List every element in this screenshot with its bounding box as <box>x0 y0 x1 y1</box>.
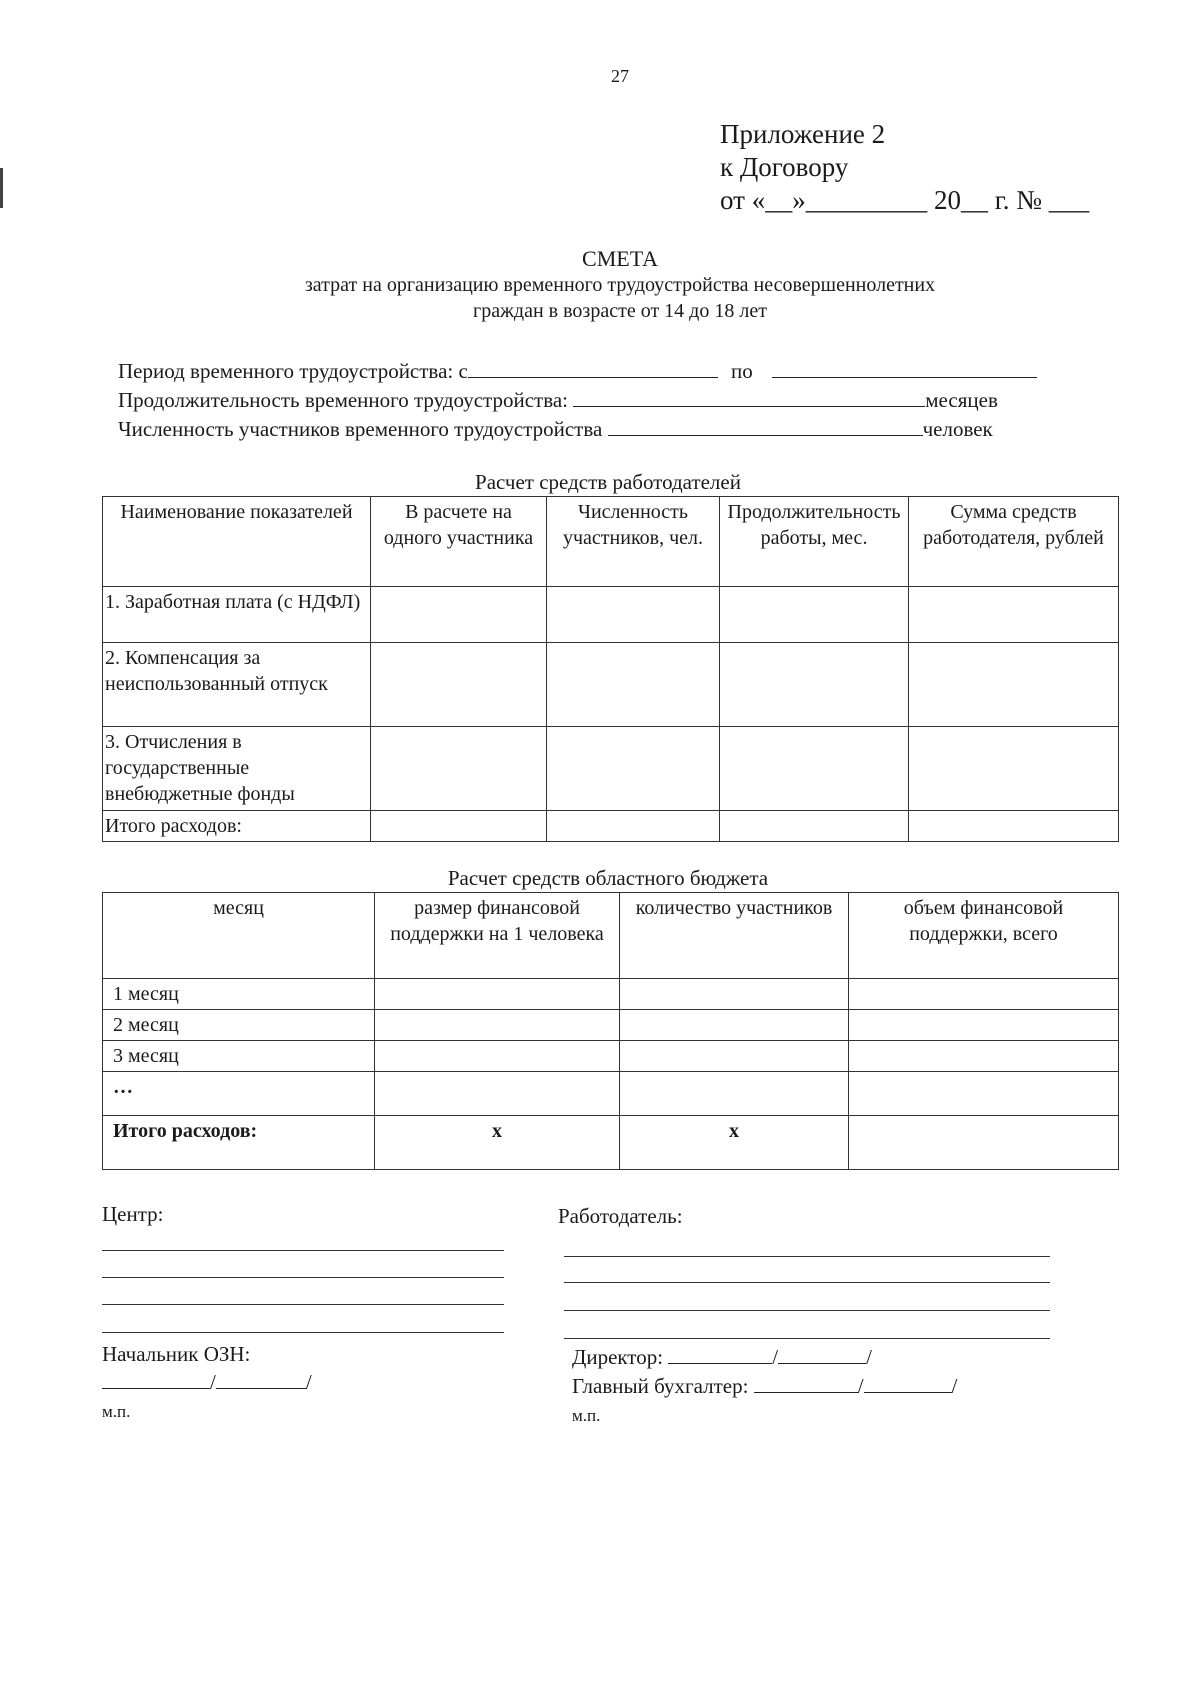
table-cell[interactable] <box>909 811 1119 842</box>
table-cell[interactable] <box>375 1072 620 1116</box>
table-cell[interactable] <box>375 1041 620 1072</box>
table-row <box>103 727 1119 811</box>
row-label: 1. Заработная плата (с НДФЛ) <box>103 587 371 643</box>
signature-field[interactable] <box>668 1343 772 1364</box>
row-label: 3. Отчисления в государственные внебюджетные фонды <box>103 727 371 811</box>
slash-separator: / <box>866 1345 872 1369</box>
count-field[interactable] <box>608 415 923 436</box>
employer-signature-line[interactable] <box>564 1282 1050 1283</box>
period-row <box>118 357 1088 386</box>
name-field[interactable] <box>778 1343 866 1364</box>
row-label-total: Итого расходов: <box>103 1116 375 1170</box>
table-row <box>103 1041 1119 1072</box>
signature-field[interactable] <box>102 1368 210 1389</box>
period-from-field[interactable] <box>468 357 718 378</box>
slash-separator: / <box>951 1374 958 1398</box>
stamp-placeholder-employer: м.п. <box>572 1406 601 1425</box>
slash-separator: / <box>210 1370 216 1394</box>
table-cell[interactable] <box>547 811 720 842</box>
appendix-line-2: к Договору <box>720 152 849 182</box>
header-indicator: Наименование показателей <box>103 497 371 587</box>
employment-info <box>118 357 1088 444</box>
table-cell[interactable] <box>547 727 720 811</box>
signature-field[interactable] <box>754 1372 858 1393</box>
table-cell[interactable] <box>720 587 909 643</box>
table-cell[interactable] <box>849 1116 1119 1170</box>
document-title <box>0 246 1200 324</box>
appendix-block <box>720 118 1089 217</box>
table-row <box>103 979 1119 1010</box>
header-participants: количество участников <box>620 893 849 979</box>
row-label: 2 месяц <box>103 1010 375 1041</box>
row-label: 1 месяц <box>103 979 375 1010</box>
table-cell[interactable] <box>371 643 547 727</box>
title-sub-1: затрат на организацию временного трудоустройства несовершеннолетних <box>304 274 936 296</box>
count-unit: человек <box>922 417 993 441</box>
table-cell[interactable] <box>547 587 720 643</box>
accountant-label: Главный бухгалтер: <box>572 1374 749 1398</box>
table-row-total <box>103 811 1119 842</box>
budget-table-header-row <box>103 893 1119 979</box>
row-label: 3 месяц <box>103 1041 375 1072</box>
table-cell[interactable] <box>547 643 720 727</box>
header-participants-count: Численность участников, чел. <box>547 497 720 587</box>
duration-label: Продолжительность временного трудоустройства: <box>118 388 569 412</box>
employer-label: Работодатель: <box>558 1204 683 1228</box>
header-support-total: объем финансовой поддержки, всего <box>849 893 1119 979</box>
scan-margin-mark <box>0 168 3 208</box>
table-cell[interactable] <box>371 587 547 643</box>
center-signature-line[interactable] <box>102 1250 504 1251</box>
header-month: месяц <box>103 893 375 979</box>
table-row <box>103 643 1119 727</box>
table-cell[interactable] <box>620 1041 849 1072</box>
row-label-total: Итого расходов: <box>103 811 371 842</box>
page-number: 27 <box>611 66 629 86</box>
table-cell[interactable] <box>849 1010 1119 1041</box>
header-per-participant: В расчете на одного участника <box>371 497 547 587</box>
slash-separator: / <box>305 1370 312 1394</box>
table-cell[interactable] <box>909 727 1119 811</box>
row-label: 2. Компенсация за неиспользованный отпуск <box>103 643 371 727</box>
employer-signature-line[interactable] <box>564 1338 1050 1339</box>
count-row <box>118 415 1088 444</box>
employer-table <box>102 496 1119 842</box>
name-field[interactable] <box>864 1372 952 1393</box>
center-signature-line[interactable] <box>102 1304 504 1305</box>
row-label: … <box>103 1072 375 1116</box>
appendix-line-1: Приложение 2 <box>720 119 886 149</box>
total-mark: х <box>375 1116 620 1170</box>
name-field[interactable] <box>216 1368 306 1389</box>
duration-field[interactable] <box>573 386 925 407</box>
table-cell[interactable] <box>375 1010 620 1041</box>
employer-table-caption: Расчет средств работодателей <box>475 470 741 494</box>
budget-table <box>102 892 1119 1170</box>
period-to-field[interactable] <box>772 357 1037 378</box>
head-ozn-label: Начальник ОЗН: <box>102 1342 251 1366</box>
table-cell[interactable] <box>909 643 1119 727</box>
table-cell[interactable] <box>371 727 547 811</box>
table-cell[interactable] <box>620 1010 849 1041</box>
table-cell[interactable] <box>849 1072 1119 1116</box>
director-label: Директор: <box>572 1345 664 1369</box>
table-cell[interactable] <box>720 643 909 727</box>
stamp-placeholder-center: м.п. <box>102 1402 131 1421</box>
table-row <box>103 587 1119 643</box>
table-cell[interactable] <box>720 727 909 811</box>
table-cell[interactable] <box>849 979 1119 1010</box>
duration-unit: месяцев <box>925 388 998 412</box>
table-cell[interactable] <box>849 1041 1119 1072</box>
table-row <box>103 1010 1119 1041</box>
total-mark: х <box>620 1116 849 1170</box>
table-cell[interactable] <box>375 979 620 1010</box>
center-signature-line[interactable] <box>102 1332 504 1333</box>
employer-table-header-row <box>103 497 1119 587</box>
budget-table-caption: Расчет средств областного бюджета <box>447 866 769 890</box>
title-main: СМЕТА <box>582 246 658 271</box>
title-sub-2: граждан в возрасте от 14 до 18 лет <box>473 300 767 322</box>
slash-separator: / <box>772 1345 779 1369</box>
header-employer-sum: Сумма средств работодателя, рублей <box>909 497 1119 587</box>
period-to-label: по <box>731 359 753 383</box>
center-label: Центр: <box>102 1202 164 1226</box>
head-ozn-signature <box>102 1368 312 1396</box>
table-cell[interactable] <box>620 1072 849 1116</box>
header-support-per-person: размер финансовой поддержки на 1 человека <box>375 893 620 979</box>
accountant-signature <box>572 1372 957 1400</box>
header-work-duration: Продолжительность работы, мес. <box>720 497 909 587</box>
table-cell[interactable] <box>371 811 547 842</box>
table-row-total <box>103 1116 1119 1170</box>
table-cell[interactable] <box>620 979 849 1010</box>
appendix-line-3: от «__»_________ 20__ г. № ___ <box>720 185 1090 215</box>
table-cell[interactable] <box>909 587 1119 643</box>
slash-separator: / <box>857 1374 864 1398</box>
duration-row <box>118 386 1088 415</box>
table-row <box>103 1072 1119 1116</box>
table-cell[interactable] <box>720 811 909 842</box>
center-signature-line[interactable] <box>102 1277 504 1278</box>
count-label: Численность участников временного трудоустройства <box>118 417 603 441</box>
director-signature <box>572 1343 872 1371</box>
employer-signature-line[interactable] <box>564 1310 1050 1311</box>
employer-signature-line[interactable] <box>564 1256 1050 1257</box>
period-label: Период временного трудоустройства: с <box>118 359 468 383</box>
